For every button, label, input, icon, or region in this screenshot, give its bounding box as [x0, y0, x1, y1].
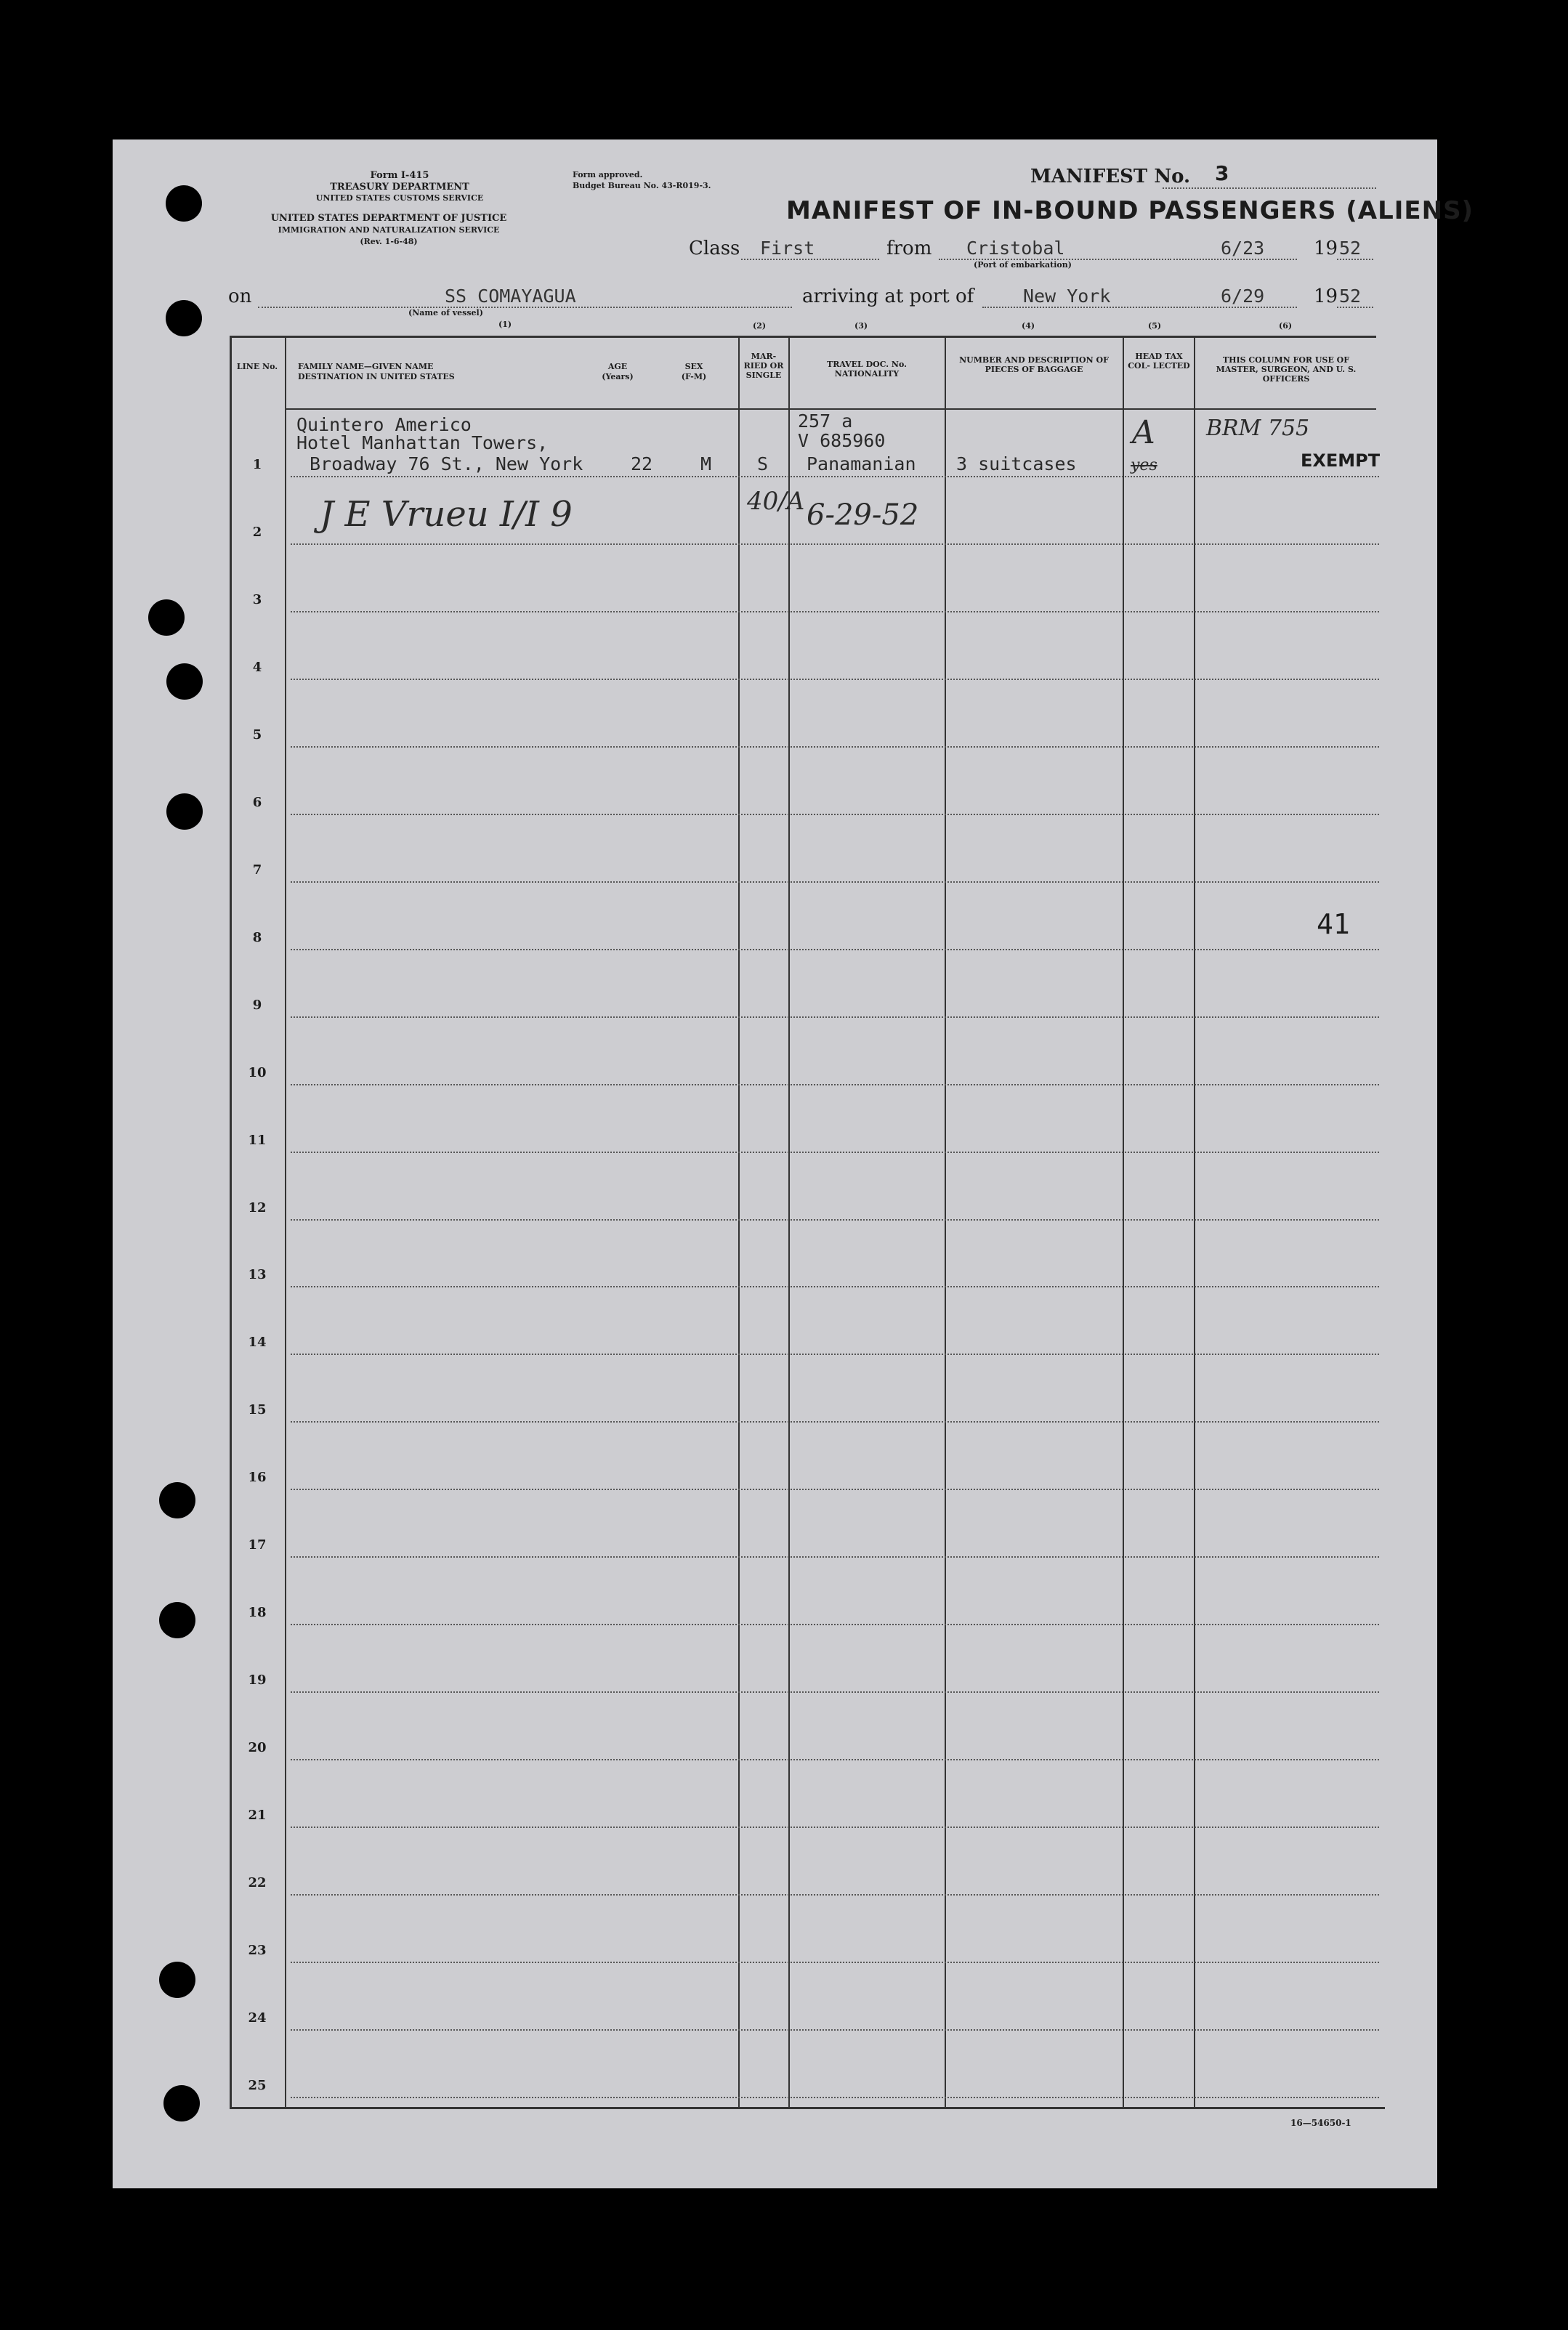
row-number: 20: [248, 1740, 267, 1755]
page-title: MANIFEST OF IN-BOUND PASSENGERS (ALIENS): [786, 196, 1474, 225]
row-number: 21: [248, 1808, 267, 1823]
row-number: 8: [252, 930, 262, 945]
col-header-destination: DESTINATION IN UNITED STATES: [298, 372, 455, 381]
arrival-port: New York: [1023, 286, 1111, 307]
col-header-officer: THIS COLUMN FOR USE OF MASTER, SURGEON, AND U. S. OFFICERS: [1216, 355, 1357, 384]
col-header-sex: SEX: [684, 362, 703, 371]
row-number: 19: [248, 1672, 267, 1688]
vessel-caption: (Name of vessel): [408, 308, 483, 317]
row-number: 6: [252, 795, 262, 810]
row-line: [291, 1084, 1379, 1085]
entry-doc-2: V 685960: [798, 430, 886, 451]
col-header-age-unit: (Years): [602, 372, 634, 381]
arrival-date: 6/29: [1221, 286, 1265, 307]
justice-dept: UNITED STATES DEPARTMENT OF JUSTICE: [270, 213, 507, 224]
arrival-year: 52: [1339, 286, 1362, 307]
arrival-port-line: [982, 307, 1200, 308]
col-divider-officer: [1194, 336, 1195, 2108]
col-no-2: (2): [753, 321, 767, 331]
annotation-signature: J E Vrueu I/I 9: [320, 494, 573, 535]
table-bottom-border: [230, 2107, 1385, 2109]
row-line: [291, 611, 1379, 612]
form-revision: (Rev. 1-6-48): [360, 237, 418, 246]
col-no-4: (4): [1022, 321, 1035, 331]
col-divider-married: [738, 336, 740, 2108]
vessel-col-no: (1): [498, 320, 512, 329]
row-line: [291, 949, 1379, 950]
from-date-line: [1173, 259, 1297, 260]
entry-marital: S: [757, 453, 769, 474]
annotation-code: 40/A: [747, 487, 805, 516]
row-number: 15: [248, 1402, 267, 1417]
vessel-name: SS COMAYAGUA: [445, 286, 576, 307]
punch-hole: [159, 1962, 195, 1998]
row-line: [291, 814, 1379, 815]
col-divider-tax: [1123, 336, 1124, 2108]
row-line: [291, 746, 1379, 748]
col-header-name: FAMILY NAME—GIVEN NAME: [298, 362, 434, 371]
class-label: Class: [689, 238, 740, 259]
row-number: 23: [248, 1943, 267, 1958]
side-number: 41: [1317, 908, 1350, 940]
vessel-line: [258, 307, 792, 308]
punch-hole: [159, 1482, 195, 1518]
row-line: [291, 881, 1379, 883]
from-date: 6/23: [1221, 238, 1265, 259]
row-number: 22: [248, 1875, 267, 1890]
punch-hole: [148, 599, 185, 636]
entry-tax-struck: yes: [1131, 456, 1157, 474]
entry-officer-2: EXEMPT: [1301, 450, 1381, 471]
row-number: 13: [248, 1267, 267, 1282]
row-line: [291, 476, 1379, 477]
row-line: [291, 543, 1379, 545]
punch-hole: [166, 300, 202, 336]
on-label: on: [228, 286, 252, 307]
from-year-line: [1337, 259, 1373, 260]
row-line: [291, 1016, 1379, 1018]
arrival-date-line: [1203, 307, 1297, 308]
col-no-6: (6): [1279, 321, 1293, 331]
row-line: [291, 679, 1379, 680]
table-top-border: [230, 336, 1376, 338]
form-approved: Form approved.: [573, 170, 643, 179]
row-number: 10: [248, 1065, 267, 1080]
punch-hole: [166, 663, 203, 700]
punch-hole: [166, 793, 203, 830]
row-line: [291, 1759, 1379, 1760]
row-line: [291, 1691, 1379, 1693]
entry-doc-1: 257 a: [798, 410, 853, 432]
entry-baggage: 3 suitcases: [956, 453, 1077, 474]
class-line: [741, 259, 879, 260]
manifest-no-value: 3: [1215, 161, 1229, 185]
row-number: 24: [248, 2010, 267, 2026]
from-year: 52: [1339, 238, 1362, 259]
entry-address-1: Hotel Manhattan Towers,: [296, 432, 549, 453]
table-left-border: [230, 336, 232, 2108]
row-number: 14: [248, 1335, 267, 1350]
arrival-year-prefix: 19: [1314, 286, 1338, 307]
row-number: 7: [252, 862, 262, 878]
entry-officer-1: BRM 755: [1206, 416, 1310, 441]
arrival-year-line: [1337, 307, 1373, 308]
col-header-sex-unit: (F-M): [681, 372, 707, 381]
row-number: 4: [252, 660, 262, 675]
row-number: 17: [248, 1537, 267, 1553]
annotation-date: 6-29-52: [807, 498, 919, 532]
entry-name: Quintero Americo: [296, 414, 472, 435]
entry-nationality: Panamanian: [807, 453, 916, 474]
row-line: [291, 1354, 1379, 1355]
budget-bureau: Budget Bureau No. 43-R019-3.: [573, 181, 711, 190]
from-caption: (Port of embarkation): [974, 260, 1072, 270]
row-number: 25: [248, 2078, 267, 2093]
class-value: First: [760, 238, 815, 259]
manifest-no-line: [1163, 187, 1376, 189]
row-line: [291, 1152, 1379, 1153]
treasury-dept: TREASURY DEPARTMENT: [330, 182, 469, 193]
punch-hole: [163, 2085, 200, 2121]
row-line: [291, 1624, 1379, 1625]
header-bottom-border: [285, 408, 1376, 410]
row-number: 11: [248, 1133, 267, 1148]
row-number: 9: [252, 998, 262, 1013]
row-number: 1: [252, 457, 262, 472]
row-number: 2: [252, 525, 262, 540]
ins-service: IMMIGRATION AND NATURALIZATION SERVICE: [278, 225, 500, 235]
col-divider-travel: [788, 336, 790, 2108]
row-line: [291, 1827, 1379, 1828]
row-line: [291, 1894, 1379, 1896]
form-number: Form I-415: [370, 170, 429, 181]
row-line: [291, 1489, 1379, 1490]
col-header-age: AGE: [607, 362, 628, 371]
entry-age: 22: [631, 453, 653, 474]
col-no-3: (3): [854, 321, 868, 331]
row-line: [291, 1219, 1379, 1221]
row-number: 5: [252, 727, 262, 743]
row-number: 16: [248, 1470, 267, 1485]
col-header-line-no: LINE No.: [236, 362, 278, 371]
row-number: 18: [248, 1605, 267, 1620]
from-value: Cristobal: [966, 238, 1065, 259]
row-line: [291, 1962, 1379, 1963]
row-number: 3: [252, 592, 262, 607]
row-line: [291, 2097, 1379, 2098]
row-line: [291, 1421, 1379, 1423]
col-no-5: (5): [1148, 321, 1162, 331]
row-line: [291, 2029, 1379, 2031]
col-header-married: MAR- RIED OR SINGLE: [743, 352, 784, 380]
row-number: 12: [248, 1200, 267, 1215]
punch-hole: [166, 185, 202, 222]
arriving-label: arriving at port of: [802, 286, 974, 307]
row-line: [291, 1556, 1379, 1558]
footer-code: 16—54650-1: [1290, 2118, 1351, 2128]
entry-tax: A: [1132, 414, 1155, 451]
entry-address-2: Broadway 76 St., New York: [310, 453, 583, 474]
col-header-baggage: NUMBER AND DESCRIPTION OF PIECES OF BAGGAGE: [959, 355, 1109, 374]
punch-hole: [159, 1602, 195, 1638]
col-header-tax: HEAD TAX COL- LECTED: [1128, 352, 1190, 371]
customs-service: UNITED STATES CUSTOMS SERVICE: [315, 193, 484, 203]
col-divider-line: [285, 336, 286, 2108]
row-line: [291, 1286, 1379, 1287]
from-year-prefix: 19: [1314, 238, 1338, 259]
from-label: from: [886, 238, 932, 259]
col-header-travel: TRAVEL DOC. No. NATIONALITY: [827, 360, 907, 379]
manifest-no-label: MANIFEST No.: [1030, 166, 1191, 187]
col-divider-baggage: [945, 336, 946, 2108]
entry-sex: M: [700, 453, 712, 474]
